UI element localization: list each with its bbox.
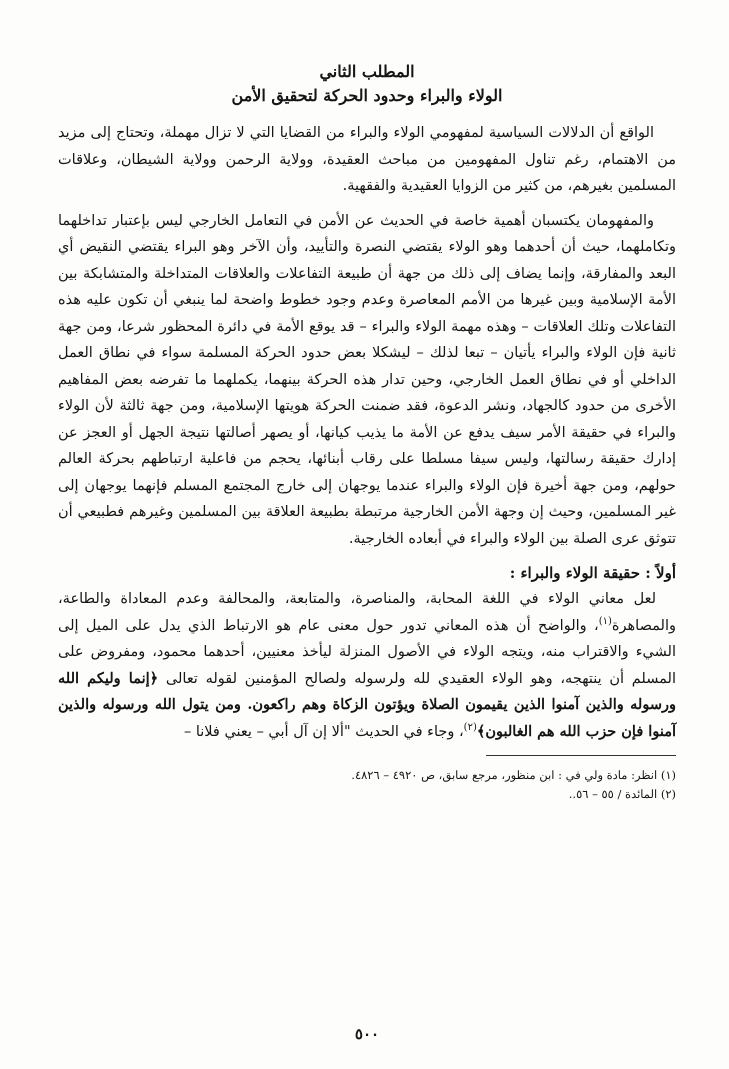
definition-text-2: ، والواضح أن هذه المعاني تدور حول معنى عام هو الارتباط الذي يدل على الميل إلى الشيء والاقتراب منه، ويتجه الولاء في الأصول المنزلة ليأخذ معنيين، أحدهما محمود، ومفروض على المسلم أن ينتهجه، وهو الولاء العقيدي لله ولرسوله ولصالح المؤمنين لقوله تعالى [58,617,676,687]
book-page [58,60,676,1050]
paragraph-concepts: والمفهومان يكتسبان أهمية خاصة في الحديث عن الأمن في التعامل الخارجي ليس بإعتبار تداخلهما وتكاملهما، حيث أن أحدهما وهو الولاء يقتضي النصرة والتأييد، وأن الآخر وهو البراء يقتضي النقيض أي البعد والمفارقة، وإنما يضاف إلى ذلك من جهة أن طبيعة التفاعلات والعلاقات المتداخلة والمتشابكة بين الأمة الإسلامية وبين غيرها من الأمم المعاصرة وعدم وجود خطوط واضحة لما ينبغي أن تكون عليه هذه التفاعلات وتلك العلاقات – وهذه مهمة الولاء والبراء – قد يوقع الأمة في دائرة المحظور شرعا، ومن جهة ثانية فإن الولاء والبراء يأتيان – تبعا لذلك – ليشكلا بعض حدود الحركة المسلمة سواء في نطاق العمل الداخلي أو في نطاق العمل الخارجي، وحين تدار هذه الحركة بينهما، يكملهما ما تفرضه بعض المفاهيم الأخرى من حدود كالجهاد، ونشر الدعوة، فقد ضمنت الحركة هويتها الإسلامية، ومن جهة ثالثة لأن الولاء والبراء في حقيقة الأمر سيف يدفع عن الأمة ما يذيب كيانها، أو يصهر أصالتها نتيجة الجهل أو العجز عن إدارك حقيقة رسالتها، وليس سيفا مسلطا على رقاب أبنائها، يحجم من فاعلية ارتباطهم بحركة العالم حولهم، ومن جهة أخيرة فإن الولاء والبراء عندما يوجهان إلى خارج المجتمع المسلم فإنهما يوجهان إلى غير المسلمين، وحيث إن وجهة الأمن الخارجية مرتبطة بطبيعة العلاقة بين المسلمين وغيرهم فطبيعي أن تتوثق عرى الصلة بين الولاء والبراء في أبعاده الخارجية. [58,212,676,547]
footnote-2: (٢) المائدة / ٥٥ – ٥٦.. [568,787,676,801]
quran-verse: ﴿إنما وليكم الله ورسوله والذين آمنوا الذين يقيمون الصلاة ويؤتون الزكاة وهم راكعون. ومن يتول الله ورسوله والذين آمنوا فإن حزب الله هم الغالبون﴾ [58,669,676,740]
footnote-1: (١) انظر: مادة ولي في : ابن منظور، مرجع سابق، ص ٤٩٢٠ – ٤٨٢٦. [351,768,676,782]
chapter-title: المطلب الثاني [319,62,415,81]
page-number: ٥٠٠ [354,1025,380,1043]
definition-text-1: لعل معاني الولاء في اللغة المحابة، والمناصرة، والمتابعة، والمحالفة وعدم المعاداة والطاعة، والمصاهرة [58,591,676,634]
paragraph-intro: الواقع أن الدلالات السياسية لمفهومي الولاء والبراء من القضايا التي لا تزال مهملة، وتحتاج إلى مزيد من الاهتمام، رغم تناول المفهومين من مباحث العقيدة، وولاية الرحمن وولاية الشيطان، وعلاقات المسلمين بغيرهم، من كثير من الزوايا العقيدية والفقهية. [58,125,676,194]
definition-text-3: ، وجاء في الحديث "ألا إن آل أبي – يعني فلانا – [183,723,464,740]
chapter-subtitle: الولاء والبراء وحدود الحركة لتحقيق الأمن [231,86,503,105]
paragraph-definition [58,586,676,745]
section-heading: أولاً : حقيقة الولاء والبراء : [509,564,676,582]
footnote-marker-2: (٢) [463,721,477,733]
footnote-divider [486,755,676,756]
footnote-marker-1: (١) [598,615,612,627]
